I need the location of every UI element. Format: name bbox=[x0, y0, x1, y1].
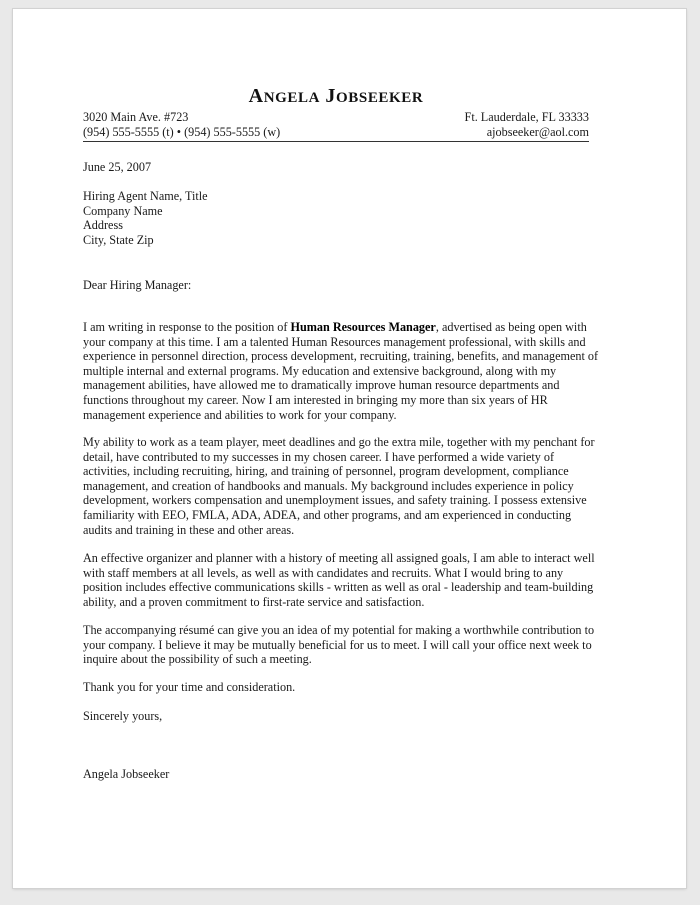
paragraph-line: familiarity with EEO, FMLA, ADA, ADEA, and other programs, and am experienced in conducting bbox=[83, 507, 572, 522]
paragraph-line: The accompanying résumé can give you an idea of my potential for making a worthwhile contribution to bbox=[83, 623, 595, 637]
paragraph-line: My ability to work as a team player, meet deadlines and go the extra mile, together with my penchant for bbox=[83, 435, 595, 449]
recipient-line: Hiring Agent Name, Title bbox=[83, 189, 208, 203]
salutation-text: Dear Hiring Manager: bbox=[83, 278, 192, 292]
paragraph-line: audits and training in these and other areas. bbox=[83, 522, 295, 537]
complimentary-closing bbox=[83, 709, 589, 724]
paragraph-line bbox=[83, 320, 589, 335]
closing-text: Sincerely yours, bbox=[83, 709, 163, 723]
paragraph-line: your company at this time. I am a talented Human Resources management professional, with skills and bbox=[83, 334, 586, 349]
line-text: , advertised as being open with bbox=[435, 320, 587, 334]
paragraph-line: position includes effective communications skills - written as well as oral - leadership and team-building bbox=[83, 580, 594, 595]
paragraph-line: experience in personnel direction, process development, recruiting, training, benefits, and management of bbox=[83, 349, 599, 364]
paragraph-line: management experience and abilities to work for your company. bbox=[83, 407, 397, 422]
signature-text: Angela Jobseeker bbox=[83, 767, 170, 781]
paragraph-1 bbox=[83, 320, 599, 422]
paragraph-2 bbox=[83, 435, 595, 537]
name-last-rest: OBSEEKER bbox=[336, 90, 424, 106]
city-state-zip: Ft. Lauderdale, FL 33333 bbox=[464, 110, 589, 124]
header-row-contact bbox=[83, 125, 589, 140]
date-text: June 25, 2007 bbox=[83, 160, 152, 174]
paragraph-line: functions throughout my career. Now I am interested in bringing my more than six years of HR bbox=[83, 392, 548, 407]
paragraph-4 bbox=[83, 623, 595, 667]
paragraph-line: An effective organizer and planner with a history of meeting all assigned goals, I am able to interact well bbox=[83, 551, 595, 565]
recipient-line: Address bbox=[83, 218, 123, 233]
paragraph-line: with staff members at all levels, as well as with candidates and recruits. What I would bring to any bbox=[83, 565, 564, 580]
applicant-name bbox=[83, 85, 589, 107]
phone-numbers: (954) 555-5555 (t) • (954) 555-5555 (w) bbox=[83, 125, 281, 139]
header-row-address bbox=[83, 110, 589, 125]
paragraph-line: detail, have contributed to my successes in my chosen career. I have performed a wide variety of bbox=[83, 449, 555, 464]
paragraph-3 bbox=[83, 551, 595, 609]
thank-you-line bbox=[83, 680, 589, 695]
line-text: I am writing in response to the position of bbox=[83, 320, 291, 334]
thanks-text: Thank you for your time and consideration. bbox=[83, 680, 296, 694]
signature-name bbox=[83, 767, 589, 782]
letter-page bbox=[13, 9, 686, 888]
paragraph-line: activities, including recruiting, hiring, and training of personnel, program development, compliance bbox=[83, 464, 569, 479]
street-address: 3020 Main Ave. #723 bbox=[83, 110, 189, 124]
paragraph-line: multiple internal and external programs. My education and extensive background, along with my bbox=[83, 363, 557, 378]
paragraph-line: inquire about the possibility of such a meeting. bbox=[83, 652, 312, 667]
recipient-address bbox=[83, 189, 589, 247]
header-divider bbox=[83, 141, 589, 142]
paragraph-line: ability, and a proven commitment to first-rate service and satisfaction. bbox=[83, 594, 425, 609]
paragraph-line: management, and creation of handbooks and manuals. My background includes experience in policy bbox=[83, 478, 574, 493]
email-address: ajobseeker@aol.com bbox=[486, 125, 589, 139]
name-last-initial: J bbox=[325, 85, 336, 107]
salutation bbox=[83, 278, 589, 293]
paragraph-line: development, workers compensation and unemployment issues, and safety training. I possess extensive bbox=[83, 493, 587, 508]
paragraph-line: management abilities, have allowed me to dramatically improve human resource departments and bbox=[83, 378, 560, 393]
paragraph-line: your company. I believe it may be mutually beneficial for us to meet. I will call your office next week to bbox=[83, 637, 592, 652]
letter-date bbox=[83, 160, 589, 175]
recipient-line: Company Name bbox=[83, 203, 163, 218]
name-first-rest: NGELA bbox=[263, 90, 321, 106]
recipient-line: City, State Zip bbox=[83, 232, 154, 247]
position-title: Human Resources Manager bbox=[290, 320, 436, 334]
name-first-initial: A bbox=[248, 85, 264, 107]
